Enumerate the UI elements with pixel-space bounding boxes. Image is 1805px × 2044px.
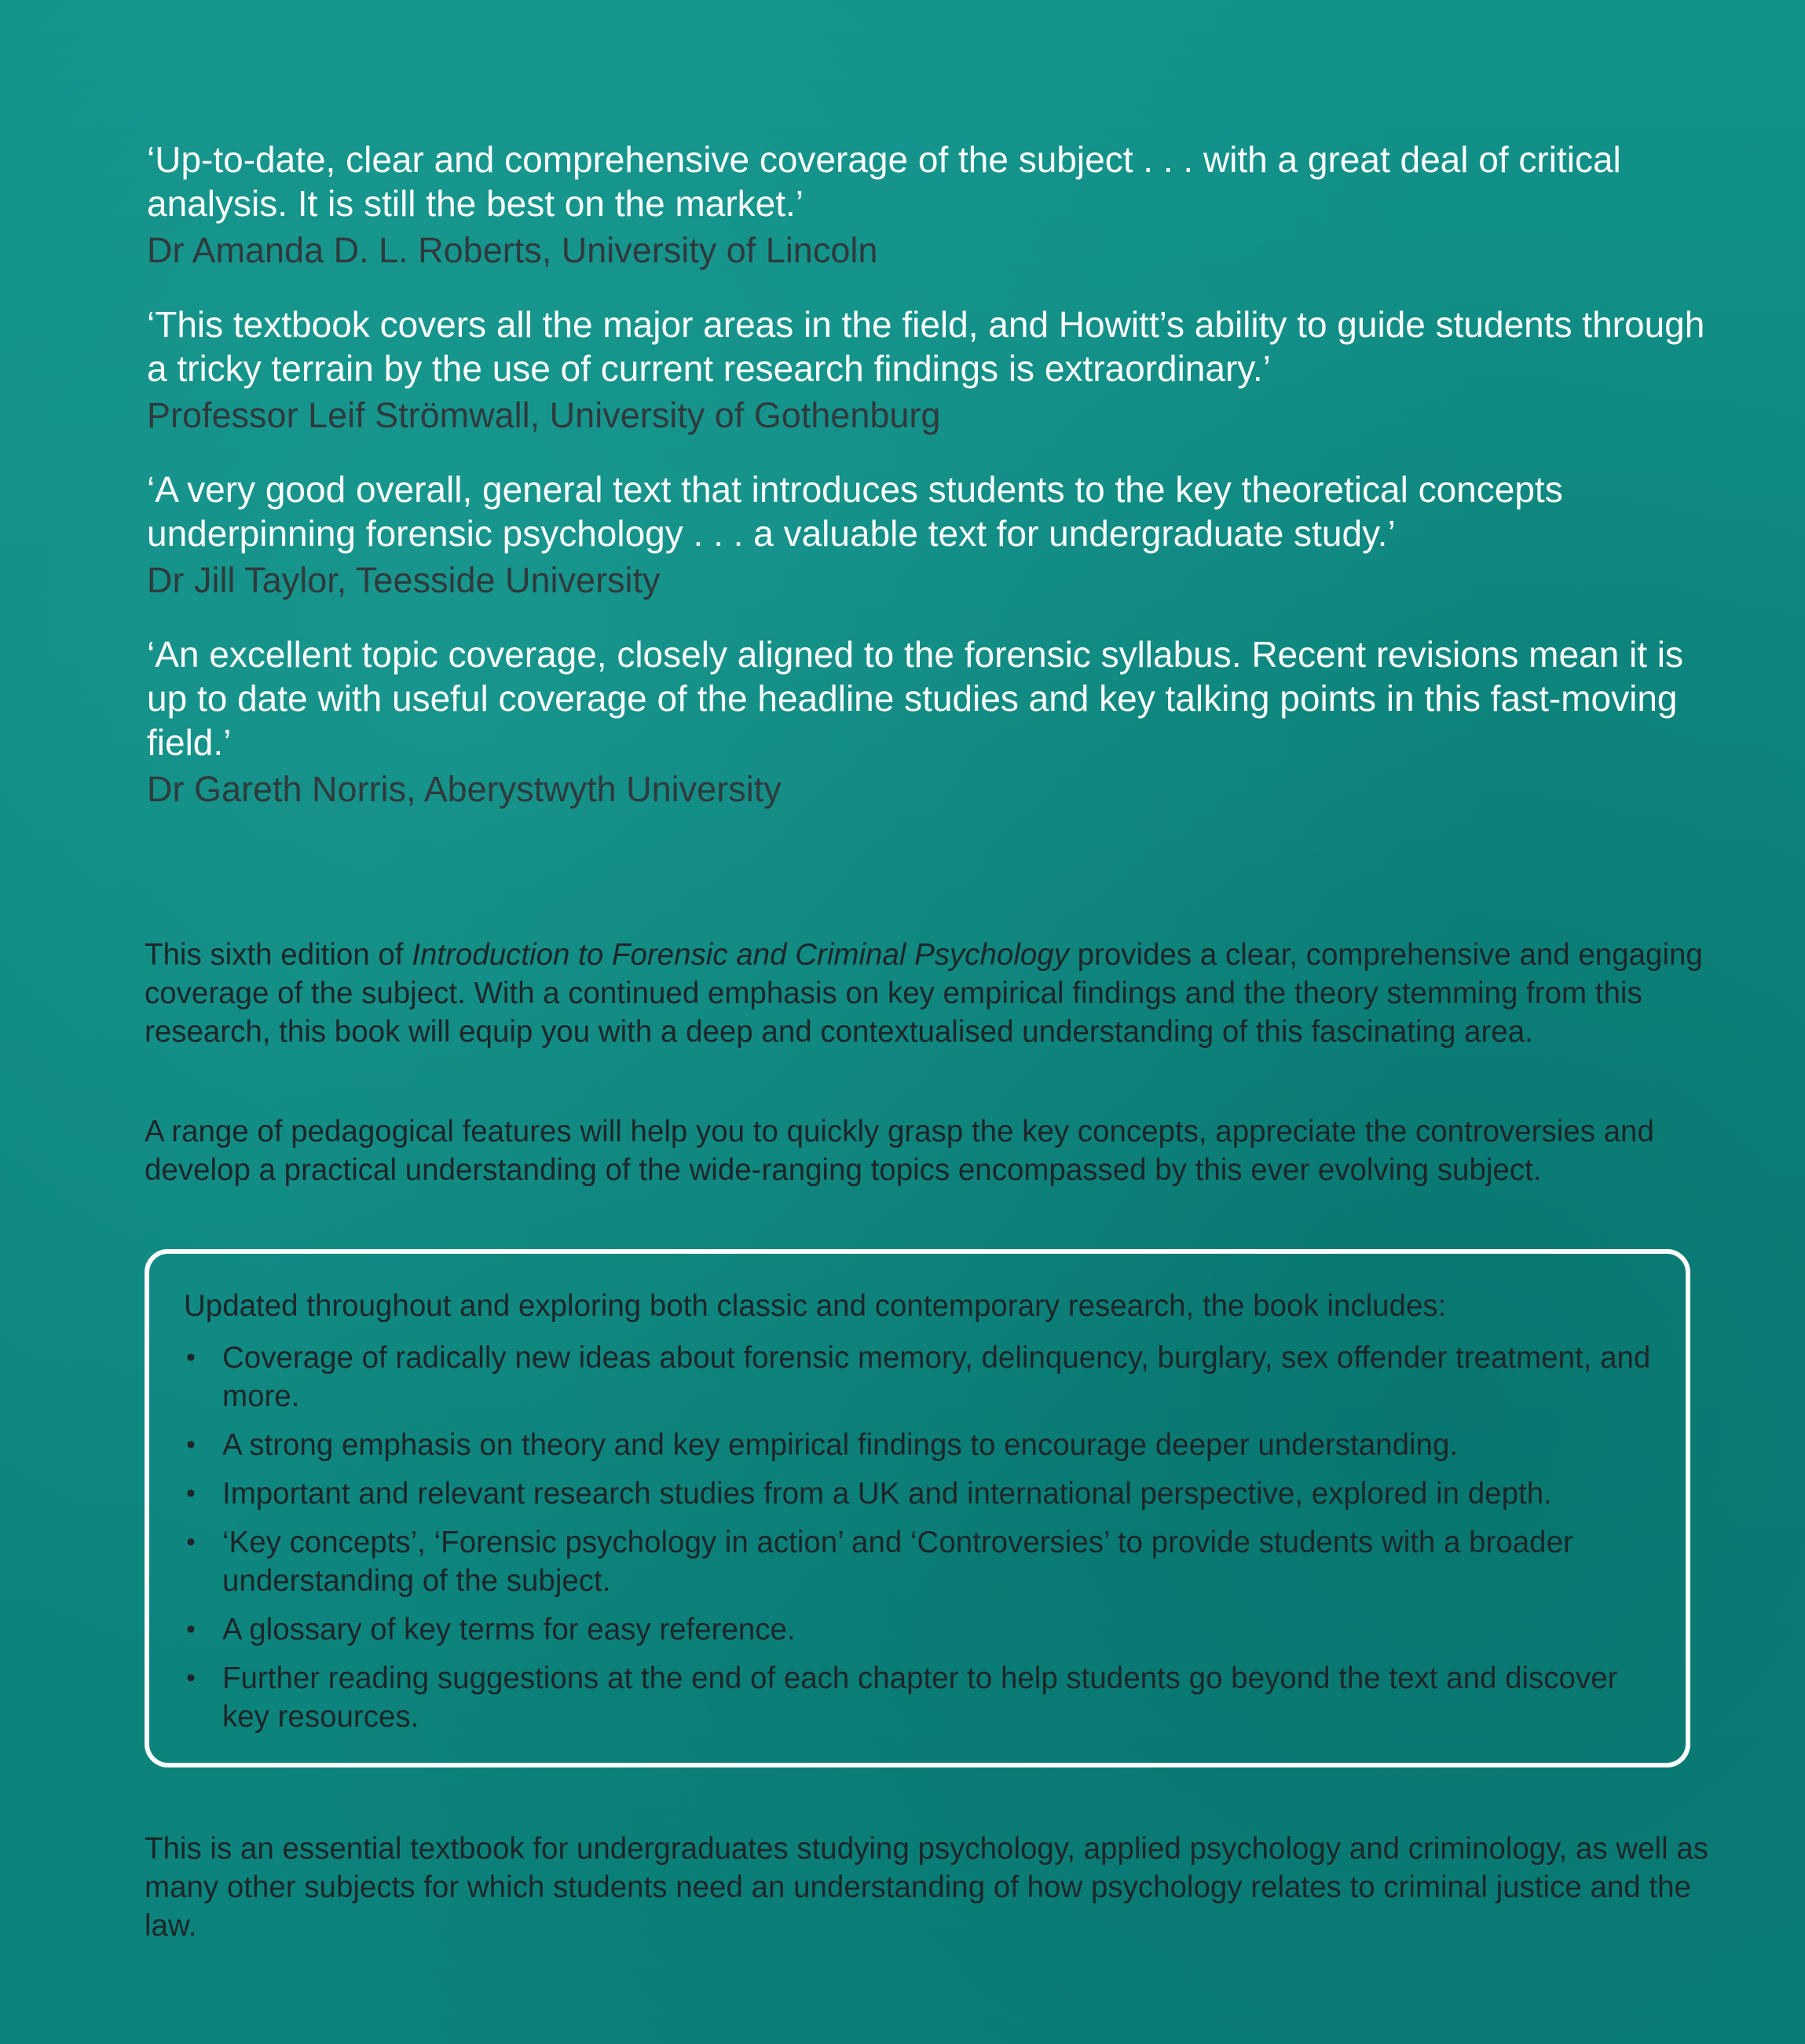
feature-list [184, 1339, 1660, 1746]
list-item [184, 1339, 1660, 1416]
closing-paragraph: This is an essential textbook for undergraduates studying psychology, applied psychology and criminology, as well as many other subjects for which students need an understanding of how psychology relates to criminal justice and the law. [145, 1832, 1708, 1943]
feature-box-intro: Updated throughout and exploring both classic and contemporary research, the book includes: [184, 1289, 1447, 1323]
review-quote-1 [147, 137, 1710, 274]
quote-text: ‘This textbook covers all the major areas in the field, and Howitt’s ability to guide students through a tricky terrain by the use of current research findings is extraordinary.’ [147, 304, 1705, 389]
feature-box [145, 1249, 1690, 1767]
review-quote-4 [147, 632, 1710, 813]
description-intro-before: This sixth edition of [145, 938, 412, 972]
bullet-icon: • [186, 1430, 196, 1460]
bullet-icon: • [186, 1343, 196, 1372]
quote-attribution: Dr Amanda D. L. Roberts, University of Lincoln [147, 230, 878, 270]
quote-attribution: Dr Gareth Norris, Aberystwyth University [147, 769, 782, 809]
bullet-icon: • [186, 1663, 196, 1693]
list-item [184, 1474, 1660, 1513]
bullet-icon: • [186, 1614, 196, 1644]
list-item-text: Further reading suggestions at the end of each chapter to help students go beyond the text and discover key resources. [222, 1661, 1618, 1734]
list-item [184, 1523, 1660, 1600]
list-item [184, 1659, 1660, 1736]
review-quote-2 [147, 302, 1710, 439]
quote-text: ‘An excellent topic coverage, closely aligned to the forensic syllabus. Recent revisions mean it is up to date with useful coverage of the headline studies and key talking points in this fast-moving field.’ [147, 634, 1683, 763]
quote-attribution: Professor Leif Strömwall, University of Gothenburg [147, 395, 941, 435]
list-item-text: A strong emphasis on theory and key empirical findings to encourage deeper understanding. [222, 1428, 1459, 1462]
bullet-icon: • [186, 1478, 196, 1508]
list-item-text: ‘Key concepts’, ‘Forensic psychology in action’ and ‘Controversies’ to provide students with a broader understanding of the subject. [222, 1526, 1573, 1598]
description-intro-after: provides a clear, comprehensive and engaging coverage of the subject. With a continued emphasis on key empirical findings and the theory stemming from this research, this book will equip you with a deep and contextualised understanding of this fascinating area. [145, 938, 1703, 1049]
quote-text: ‘A very good overall, general text that introduces students to the key theoretical concepts underpinning forensic psychology . . . a valuable text for undergraduate study.’ [147, 469, 1563, 554]
list-item-text: Important and relevant research studies from a UK and international perspective, explored in depth. [222, 1477, 1552, 1511]
list-item [184, 1610, 1660, 1649]
quote-text: ‘Up-to-date, clear and comprehensive coverage of the subject . . . with a great deal of critical analysis. It is still the best on the market.’ [147, 139, 1621, 224]
features-paragraph: A range of pedagogical features will help you to quickly grasp the key concepts, appreciate the controversies and develop a practical understanding of the wide-ranging topics encompassed by this ever evolving subject. [145, 1115, 1654, 1187]
list-item-text: A glossary of key terms for easy reference. [222, 1613, 796, 1647]
book-description [145, 936, 1723, 1051]
book-title: Introduction to Forensic and Criminal Psychology [412, 938, 1069, 972]
review-quote-3 [147, 467, 1710, 604]
quote-attribution: Dr Jill Taylor, Teesside University [147, 560, 661, 600]
bullet-icon: • [186, 1527, 196, 1557]
list-item [184, 1426, 1660, 1464]
list-item-text: Coverage of radically new ideas about forensic memory, delinquency, burglary, sex offender treatment, and more. [222, 1341, 1651, 1413]
